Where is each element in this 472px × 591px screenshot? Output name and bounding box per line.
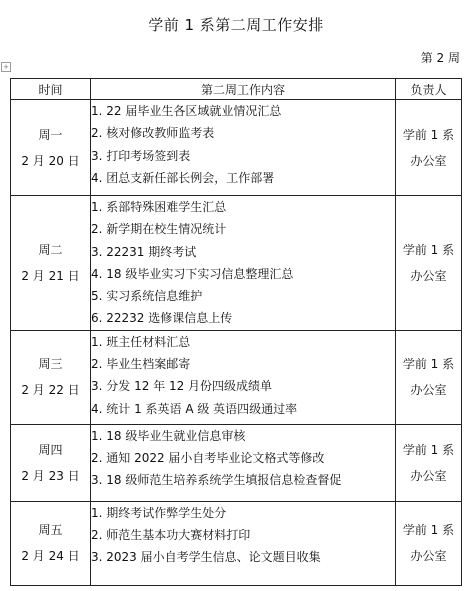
- task-item: 2. 新学期在校生情况统计: [91, 222, 227, 237]
- date-label: 2 月 20 日: [21, 153, 80, 168]
- date-label: 2 月 23 日: [21, 468, 80, 483]
- time-cell: [11, 100, 91, 196]
- owner-line1: 学前 1 系: [402, 242, 455, 257]
- task-item: 1. 期终考试作弊学生处分: [91, 505, 227, 520]
- owner-cell: [396, 424, 462, 501]
- table-header-row: [11, 79, 462, 100]
- task-item: 1. 18 级毕业生就业信息审核: [91, 428, 246, 443]
- task-item: 2. 毕业生档案邮寄: [91, 357, 191, 372]
- task-item: 3. 分发 12 年 12 月份四级成绩单: [91, 379, 273, 394]
- tasks-cell: [91, 424, 396, 501]
- task-item: 6. 22232 选修课信息上传: [91, 311, 233, 326]
- schedule-table: [10, 78, 462, 586]
- table-row: [11, 330, 462, 424]
- table-row: [11, 196, 462, 331]
- header-tasks: 第二周工作内容: [91, 79, 396, 100]
- task-item: 1. 系部特殊困难学生汇总: [91, 200, 227, 214]
- task-item: 3. 18 级师范生培养系统学生填报信息检查督促: [91, 473, 342, 488]
- week-label: 第 2 周: [420, 51, 460, 65]
- owner-cell: [396, 330, 462, 424]
- tasks-cell: [91, 100, 396, 196]
- day-label: 周四: [38, 442, 63, 457]
- owner-line1: 学前 1 系: [402, 523, 455, 538]
- owner-line2: 办公室: [410, 468, 447, 483]
- owner-line2: 办公室: [410, 383, 447, 398]
- task-item: 4. 团总支新任部长例会，工作部署: [91, 170, 275, 185]
- task-item: 3. 打印考场签到表: [91, 148, 191, 163]
- table-move-handle-icon[interactable]: +: [1, 62, 11, 72]
- task-item: 4. 统计 1 系英语 A 级 英语四级通过率: [91, 401, 298, 416]
- tasks-cell: [91, 196, 396, 331]
- task-item: 2. 通知 2022 届小自考毕业论文格式等修改: [91, 451, 325, 466]
- tasks-cell: [91, 330, 396, 424]
- owner-cell: [396, 100, 462, 196]
- day-label: 周三: [38, 357, 63, 372]
- task-item: 5. 实习系统信息维护: [91, 289, 203, 304]
- header-owner: 负责人: [396, 79, 462, 100]
- day-label: 周一: [38, 127, 63, 142]
- owner-line2: 办公室: [410, 153, 447, 168]
- table-row: [11, 501, 462, 585]
- day-label: 周五: [38, 523, 63, 538]
- owner-line2: 办公室: [410, 549, 447, 564]
- owner-cell: [396, 501, 462, 585]
- task-item: 2. 师范生基本功大赛材料打印: [91, 528, 251, 543]
- day-label: 周二: [38, 242, 63, 257]
- table-row: [11, 100, 462, 196]
- time-cell: [11, 424, 91, 501]
- time-cell: [11, 196, 91, 331]
- task-item: 2. 核对修改教师监考表: [91, 126, 215, 141]
- owner-cell: [396, 196, 462, 331]
- task-item: 1. 班主任材料汇总: [91, 334, 191, 349]
- time-cell: [11, 330, 91, 424]
- owner-line1: 学前 1 系: [402, 127, 455, 142]
- task-item: 1. 22 届毕业生各区域就业情况汇总: [91, 104, 282, 118]
- task-item: 3. 22231 期终考试: [91, 244, 197, 259]
- tasks-cell: [91, 501, 396, 585]
- owner-line1: 学前 1 系: [402, 357, 455, 372]
- date-label: 2 月 22 日: [21, 383, 80, 398]
- owner-line2: 办公室: [410, 268, 447, 283]
- task-item: 3. 2023 届小自考学生信息、论文题目收集: [91, 550, 321, 565]
- document-title: 学前 1 系第二周工作安排: [148, 16, 324, 34]
- date-label: 2 月 21 日: [21, 268, 80, 283]
- table-row: [11, 424, 462, 501]
- task-item: 4. 18 级毕业实习下实习信息整理汇总: [91, 266, 294, 281]
- owner-line1: 学前 1 系: [402, 442, 455, 457]
- header-time: 时间: [11, 79, 91, 100]
- date-label: 2 月 24 日: [21, 549, 80, 564]
- time-cell: [11, 501, 91, 585]
